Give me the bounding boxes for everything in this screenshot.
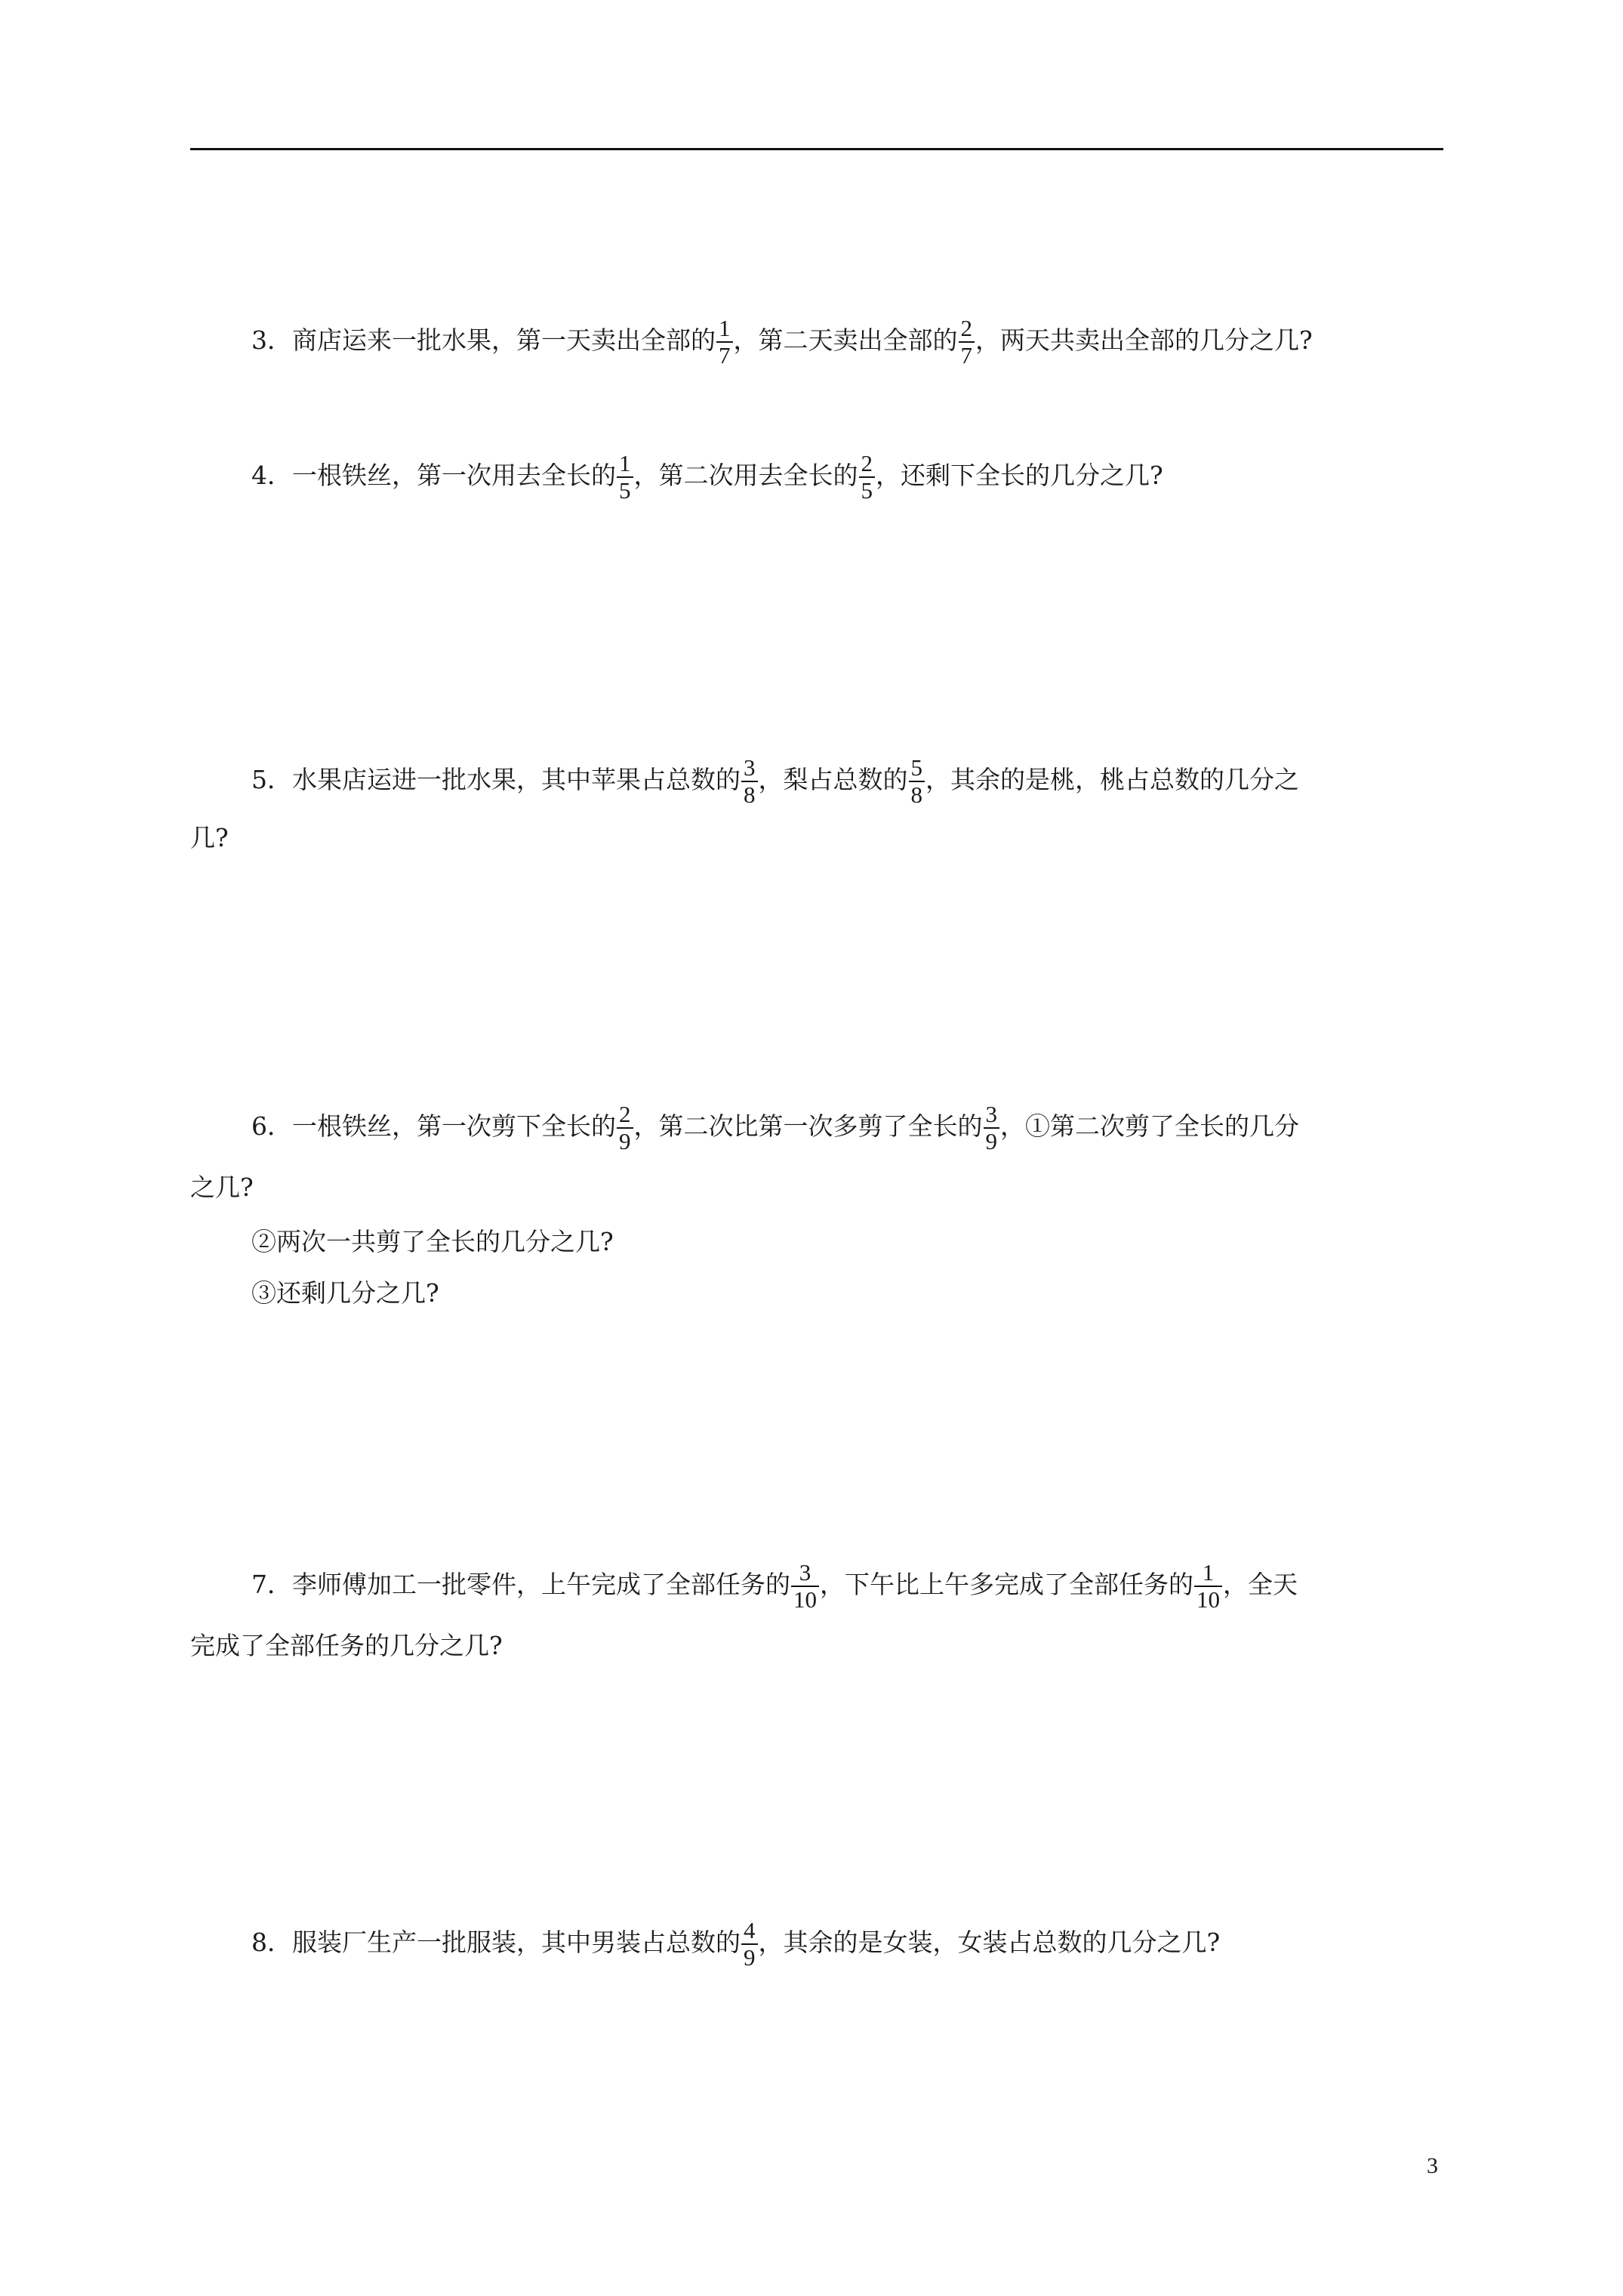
fraction-numerator: 1 (617, 451, 633, 478)
question-3-text-3: ，两天共卖出全部的几分之几? (975, 325, 1313, 355)
question-7-text-2: ，下午比上午多完成了全部任务的 (820, 1570, 1193, 1599)
fraction-numerator: 1 (716, 316, 733, 343)
fraction (617, 1102, 633, 1154)
fraction-denominator: 10 (1196, 1586, 1220, 1613)
question-7-text-1: 7．李师傅加工一批零件，上午完成了全部任务的 (251, 1570, 790, 1599)
fraction-denominator: 5 (861, 477, 873, 504)
question-6-sub-3: ③还剩几分之几? (251, 1278, 439, 1308)
question-5-text-2: ，梨占总数的 (758, 765, 908, 794)
fraction-denominator: 10 (793, 1586, 817, 1613)
question-4-text-3: ，还剩下全长的几分之几? (876, 461, 1163, 490)
fraction (984, 1102, 1000, 1154)
fraction-denominator: 8 (910, 781, 922, 808)
question-4 (251, 451, 1163, 504)
question-3-text-1: 3．商店运来一批水果，第一天卖出全部的 (251, 325, 716, 355)
question-6-text-1: 6．一根铁丝，第一次剪下全长的 (251, 1111, 616, 1141)
question-6-text-2: ，第二次比第一次多剪了全长的 (633, 1111, 983, 1141)
question-8 (251, 1918, 1220, 1971)
fraction (859, 451, 876, 504)
question-6 (251, 1102, 1299, 1154)
fraction-denominator: 9 (744, 1944, 756, 1971)
header-rule (190, 148, 1443, 150)
question-7-text-3: ，全天 (1223, 1570, 1298, 1599)
question-5 (251, 755, 1299, 808)
fraction-numerator: 2 (617, 1102, 633, 1129)
question-5-text-1: 5．水果店运进一批水果，其中苹果占总数的 (251, 765, 741, 794)
fraction-numerator: 2 (859, 451, 876, 478)
fraction-numerator: 2 (959, 316, 975, 343)
question-6-continuation: 之几? (190, 1173, 254, 1202)
fraction-numerator: 3 (791, 1560, 819, 1587)
fraction (741, 755, 758, 808)
fraction-denominator: 7 (960, 342, 972, 368)
question-6-text-3: ，①第二次剪了全长的几分 (1000, 1111, 1299, 1141)
page-number: 3 (1427, 2153, 1438, 2178)
fraction-denominator: 9 (985, 1128, 997, 1154)
fraction-denominator: 8 (744, 781, 756, 808)
question-7-continuation: 完成了全部任务的几分之几? (190, 1631, 503, 1660)
question-5-continuation: 几? (190, 823, 229, 852)
fraction-numerator: 5 (909, 755, 925, 782)
fraction-numerator: 3 (741, 755, 758, 782)
fraction-numerator: 3 (984, 1102, 1000, 1129)
question-8-text-1: 8．服装厂生产一批服装，其中男装占总数的 (251, 1928, 741, 1957)
question-3 (251, 316, 1313, 368)
fraction (959, 316, 975, 368)
question-3-text-2: ，第二天卖出全部的 (733, 325, 958, 355)
fraction (716, 316, 733, 368)
fraction (1194, 1560, 1222, 1613)
fraction-numerator: 1 (1194, 1560, 1222, 1587)
fraction (617, 451, 633, 504)
fraction-denominator: 5 (619, 477, 631, 504)
question-7 (251, 1560, 1298, 1613)
fraction-denominator: 9 (619, 1128, 631, 1154)
fraction (909, 755, 925, 808)
question-4-text-1: 4．一根铁丝，第一次用去全长的 (251, 461, 616, 490)
question-4-text-2: ，第二次用去全长的 (633, 461, 858, 490)
fraction-numerator: 4 (741, 1918, 758, 1945)
question-8-text-2: ，其余的是女装，女装占总数的几分之几? (758, 1928, 1221, 1957)
fraction (791, 1560, 819, 1613)
fraction (741, 1918, 758, 1971)
question-6-sub-2: ②两次一共剪了全长的几分之几? (251, 1227, 614, 1256)
fraction-denominator: 7 (719, 342, 731, 368)
question-5-text-3: ，其余的是桃，桃占总数的几分之 (925, 765, 1299, 794)
